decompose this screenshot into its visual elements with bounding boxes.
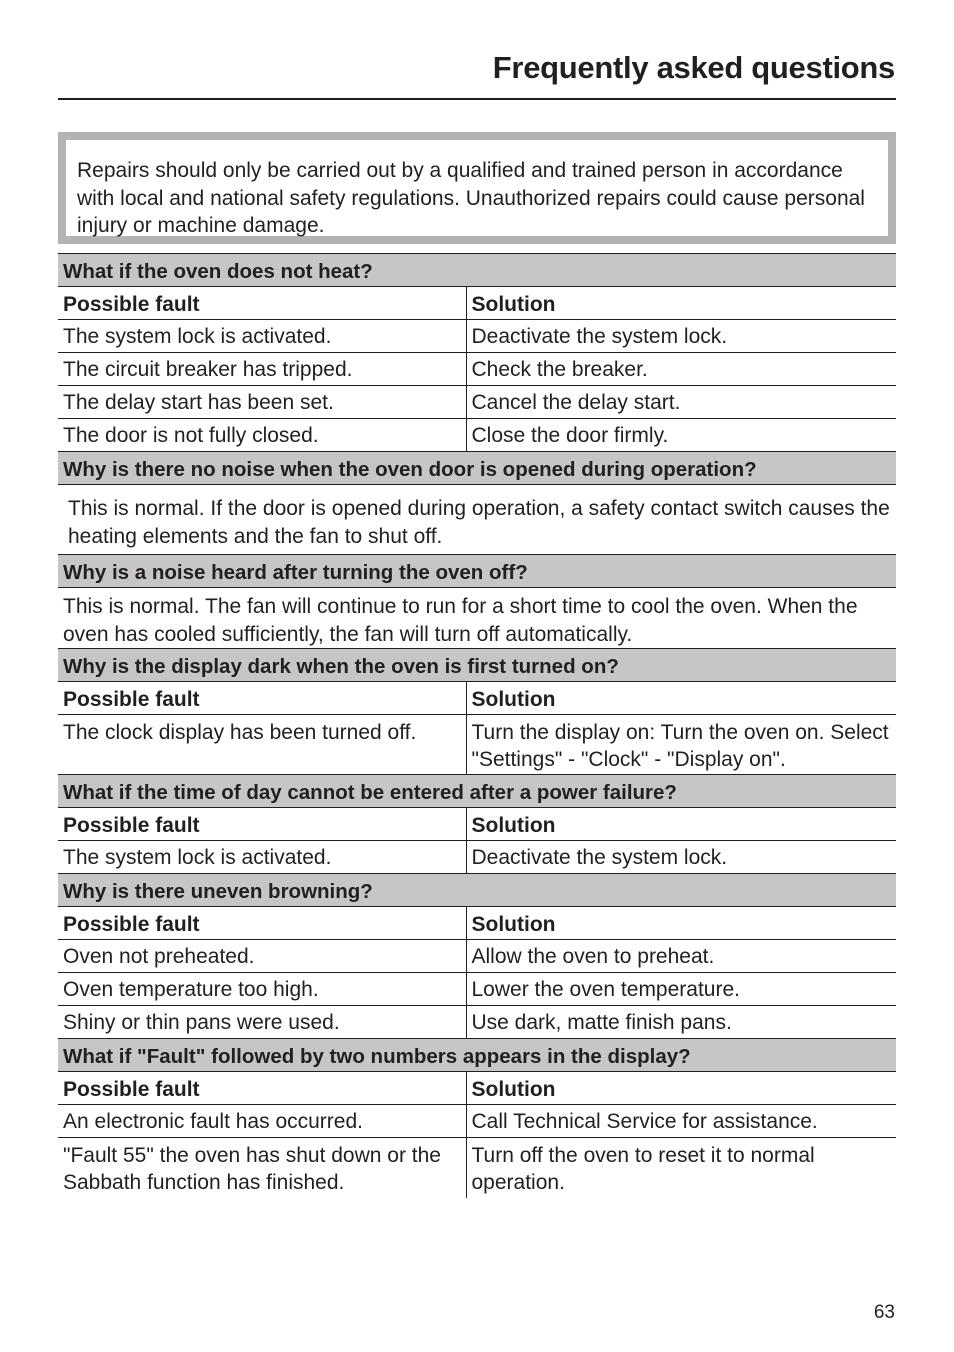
fault-cell: An electronic fault has occurred. — [58, 1105, 466, 1138]
fault-solution-header — [58, 1072, 896, 1105]
solution-cell: Turn off the oven to reset it to normal operation. — [466, 1138, 896, 1198]
faq-question: What if the time of day cannot be entered after a power failure? — [58, 775, 896, 808]
fault-cell: The circuit breaker has tripped. — [58, 353, 466, 386]
table-row — [58, 973, 896, 1006]
solution-cell: Cancel the delay start. — [466, 386, 896, 419]
fault-cell: Shiny or thin pans were used. — [63, 1011, 340, 1034]
table-row — [58, 841, 896, 874]
possible-fault-header: Possible fault — [58, 287, 466, 320]
fault-cell: The system lock is activated. — [63, 846, 332, 869]
solution-cell: Deactivate the system lock. — [466, 320, 896, 353]
solution-header: Solution — [466, 682, 896, 715]
faq-question: Why is there uneven browning? — [58, 874, 896, 907]
faq-answer-row — [58, 485, 896, 555]
faq-question-row — [58, 452, 896, 485]
solution-cell: Use dark, matte finish pans. — [466, 1006, 896, 1039]
page-title: Frequently asked questions — [492, 50, 895, 85]
faq-answer: This is normal. The fan will continue to run for a short time to cool the oven. When the oven has cooled sufficiently, the fan will turn off automatically. — [63, 595, 858, 646]
title-divider — [58, 98, 896, 100]
faq-question-row — [58, 649, 896, 682]
table-row — [58, 386, 896, 419]
faq-answer: This is normal. If the door is opened during operation, a safety contact switch causes the heating elements and the fan to shut off. — [68, 497, 890, 548]
faq-question-row — [58, 775, 896, 808]
possible-fault-header: Possible fault — [58, 682, 466, 715]
fault-cell: Oven not preheated. — [58, 940, 466, 973]
table-row — [58, 1105, 896, 1138]
table-row — [58, 353, 896, 386]
table-row — [58, 715, 896, 775]
faq-question-row — [58, 555, 896, 588]
fault-solution-header — [58, 682, 896, 715]
table-row — [58, 419, 896, 452]
table-row — [58, 940, 896, 973]
fault-solution-header — [58, 287, 896, 320]
page-number: 63 — [873, 1302, 895, 1323]
fault-cell: The system lock is activated. — [58, 320, 466, 353]
solution-cell: Check the breaker. — [466, 353, 896, 386]
faq-question: Why is a noise heard after turning the oven off? — [58, 555, 896, 588]
solution-cell: Allow the oven to preheat. — [466, 940, 896, 973]
faq-question-row — [58, 874, 896, 907]
solution-cell: Close the door firmly. — [466, 419, 896, 452]
faq-answer-row — [58, 588, 896, 649]
safety-warning-text: Repairs should only be carried out by a qualified and trained person in accordance with local and national safety regulations. Unauthorized repairs could cause personal injury or machine damage. — [66, 140, 888, 236]
faq-question: Why is there no noise when the oven door is opened during operation? — [58, 452, 896, 485]
safety-warning-box — [58, 132, 896, 244]
faq-question-row — [58, 254, 896, 287]
possible-fault-header: Possible fault — [58, 808, 466, 841]
fault-solution-header — [58, 808, 896, 841]
fault-cell: The clock display has been turned off. — [63, 721, 417, 744]
faq-table — [58, 253, 896, 1198]
solution-cell: Deactivate the system lock. — [466, 841, 896, 874]
solution-cell: Call Technical Service for assistance. — [466, 1105, 896, 1138]
faq-question: Why is the display dark when the oven is first turned on? — [58, 649, 896, 682]
solution-cell: Turn the display on: Turn the oven on. Select "Settings" - "Clock" - "Display on". — [466, 715, 896, 775]
faq-question-row — [58, 1039, 896, 1072]
fault-cell: "Fault 55" the oven has shut down or the Sabbath function has finished. — [63, 1144, 441, 1194]
faq-question: What if the oven does not heat? — [58, 254, 896, 287]
solution-cell: Lower the oven temperature. — [466, 973, 896, 1006]
solution-header: Solution — [466, 287, 896, 320]
solution-header: Solution — [466, 808, 896, 841]
table-row — [58, 1006, 896, 1039]
table-row — [58, 1138, 896, 1198]
fault-cell: Oven temperature too high. — [58, 973, 466, 1006]
table-row — [58, 320, 896, 353]
fault-cell: The delay start has been set. — [58, 386, 466, 419]
solution-header: Solution — [466, 907, 896, 940]
fault-solution-header — [58, 907, 896, 940]
solution-header: Solution — [466, 1072, 896, 1105]
possible-fault-header: Possible fault — [58, 907, 466, 940]
possible-fault-header: Possible fault — [58, 1072, 466, 1105]
faq-question: What if "Fault" followed by two numbers appears in the display? — [58, 1039, 896, 1072]
fault-cell: The door is not fully closed. — [63, 424, 319, 447]
